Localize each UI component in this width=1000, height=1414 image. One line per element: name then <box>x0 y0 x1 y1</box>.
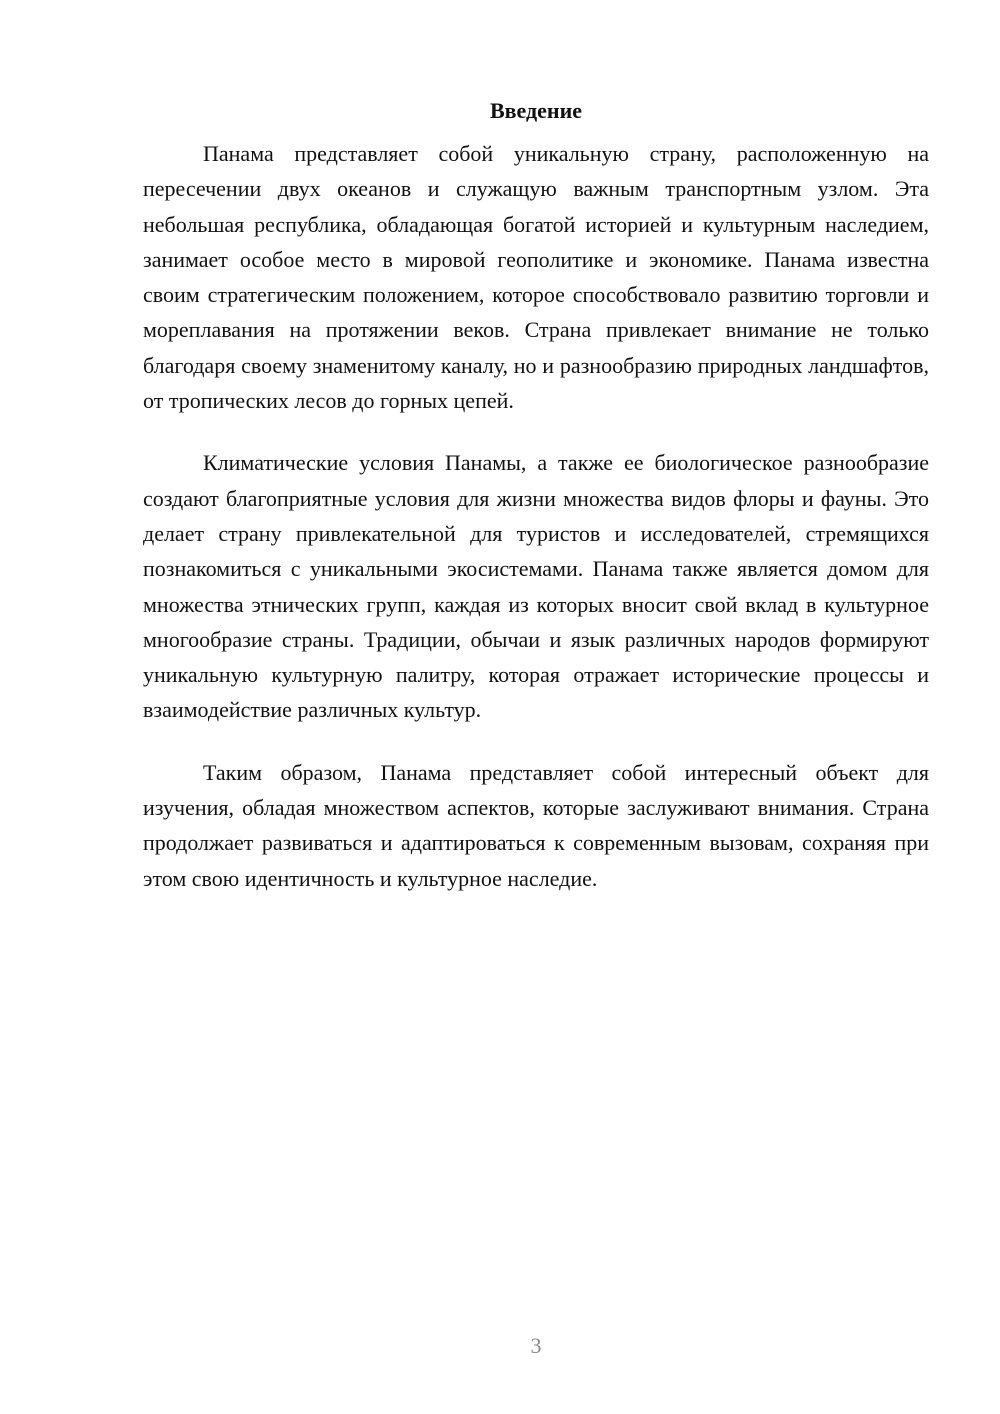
paragraph-3: Таким образом, Панама представляет собой интересный объект для изучения, обладая множеством аспектов, которые заслуживают внимания. Страна продолжает развиваться и адаптироваться к современным вызовам, сохраняя при этом свою идентичность и культурное наследие. <box>143 759 929 891</box>
section-heading: Введение <box>489 98 583 123</box>
paragraph-2: Климатические условия Панамы, а также ее биологическое разнообразие создают благоприятные условия для жизни множества видов флоры и фауны. Это делает страну привлекательной для туристов и исследователей, стремящихся познакомиться с уникальными экосистемами. Панама также является домом для множества этнических групп, каждая из которых вносит свой вклад в культурное многообразие страны. Традиции, обычаи и язык различных народов формируют уникальную культурную палитру, которая отражает исторические процессы и взаимодействие различных культур. <box>143 450 929 723</box>
page-content <box>143 96 929 923</box>
paragraph-1: Панама представляет собой уникальную страну, расположенную на пересечении двух океанов и служащую важным транспортным узлом. Эта небольшая республика, обладающая богатой историей и культурным наследием, занимает особое место в мировой геополитике и экономике. Панама известна своим стратегическим положением, которое способствовало развитию торговли и мореплавания на протяжении веков. Страна привлекает внимание не только благодаря своему знаменитому каналу, но и разнообразию природных ландшафтов, от тропических лесов до горных цепей. <box>143 141 929 414</box>
page-number: 3 <box>530 1333 542 1358</box>
